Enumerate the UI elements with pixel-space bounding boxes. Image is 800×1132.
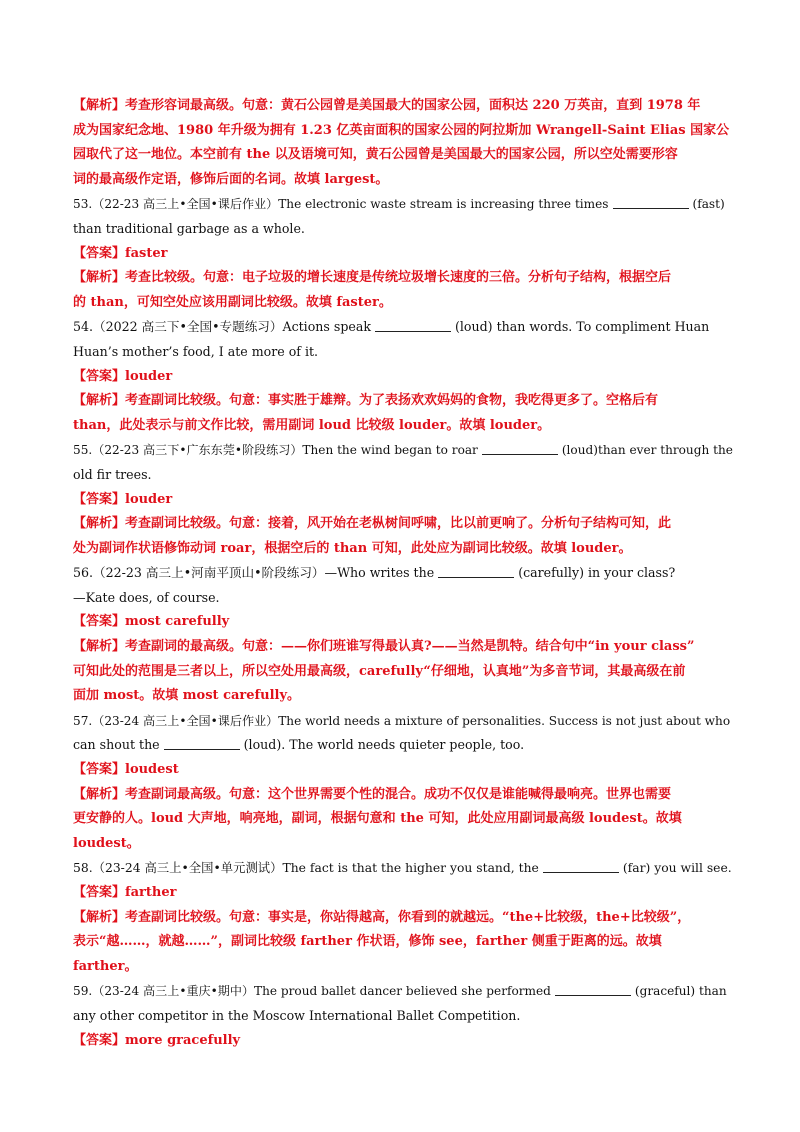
line-text-after-blank: (loud). The world needs quieter people, too. bbox=[243, 737, 525, 753]
answer-line bbox=[73, 906, 733, 931]
question-line bbox=[73, 561, 733, 586]
line-text: 【解析】考查副词比较级。句意：接着，风开始在老枞树间呼啸，比以前更响了。分析句子结构可知，此 bbox=[73, 516, 672, 532]
answer-line bbox=[73, 266, 733, 291]
answer-line bbox=[73, 291, 733, 316]
answer-line bbox=[73, 512, 733, 537]
line-text: 【答案】louder bbox=[73, 491, 173, 507]
line-text: —Kate does, of course. bbox=[73, 589, 220, 605]
answer-blank bbox=[482, 441, 558, 455]
answer-line bbox=[73, 832, 733, 857]
answer-line bbox=[73, 242, 733, 267]
line-text: 词的最高级作定语，修饰后面的名词。故填 largest。 bbox=[73, 171, 389, 187]
answer-line bbox=[73, 684, 733, 709]
line-text: 的 than，可知空处应该用副词比较级。故填 faster。 bbox=[73, 294, 392, 310]
answer-line bbox=[73, 1029, 733, 1054]
answer-line bbox=[73, 143, 733, 168]
question-line bbox=[73, 856, 733, 881]
line-text: 53.（22-23 高三上•全国•课后作业）The electronic waste stream is increasing three times bbox=[73, 197, 609, 212]
line-text: 57.（23-24 高三上•全国•课后作业）The world needs a mixture of personalities. Success is not just about who bbox=[73, 713, 731, 728]
question-line bbox=[73, 1004, 733, 1029]
line-text: 处为副词作状语修饰动词 roar，根据空后的 than 可知，此处应为副词比较级。故填 louder。 bbox=[73, 540, 632, 556]
line-text: 59.（23-24 高三上•重庆•期中）The proud ballet dancer believed she performed bbox=[73, 984, 551, 999]
answer-line bbox=[73, 488, 733, 513]
line-text: 成为国家纪念地、1980 年升级为拥有 1.23 亿英亩面积的国家公园的阿拉斯加 Wrangell-Saint Elias 国家公 bbox=[73, 122, 730, 138]
line-text: 【答案】louder bbox=[73, 368, 173, 384]
answer-blank bbox=[438, 564, 514, 578]
answer-line bbox=[73, 389, 733, 414]
line-text-after-blank: (loud)than ever through the bbox=[561, 443, 733, 458]
answer-blank bbox=[375, 318, 451, 332]
line-text: 55.（22-23 高三下•广东东莞•阶段练习）Then the wind began to roar bbox=[73, 443, 478, 458]
line-text: Huan’s mother’s food, I ate more of it. bbox=[73, 343, 319, 359]
question-line bbox=[73, 709, 733, 734]
line-text: than traditional garbage as a whole. bbox=[73, 220, 305, 236]
line-text: can shout the bbox=[73, 737, 160, 753]
line-text: 【答案】loudest bbox=[73, 762, 179, 778]
answer-line bbox=[73, 94, 733, 119]
document-page bbox=[73, 94, 733, 1053]
question-line bbox=[73, 438, 733, 463]
line-text: 【解析】考查形容词最高级。句意：黄石公园曾是美国最大的国家公园，面积达 220 万英亩，直到 1978 年 bbox=[73, 98, 701, 113]
line-text: 【答案】faster bbox=[73, 245, 168, 261]
line-text: any other competitor in the Moscow International Ballet Competition. bbox=[73, 1007, 521, 1023]
answer-blank bbox=[613, 195, 689, 209]
answer-line bbox=[73, 610, 733, 635]
question-line bbox=[73, 217, 733, 242]
answer-blank bbox=[164, 736, 240, 750]
line-text: farther。 bbox=[73, 958, 138, 974]
answer-line bbox=[73, 807, 733, 832]
line-text: than，此处表示与前文作比较，需用副词 loud 比较级 louder。故填 louder。 bbox=[73, 417, 551, 433]
line-text: 更安静的人。loud 大声地，响亮地，副词，根据句意和 the 可知，此处应用副词最高级 loudest。故填 bbox=[73, 811, 682, 827]
question-line bbox=[73, 463, 733, 488]
answer-line bbox=[73, 414, 733, 439]
line-text: 54.（2022 高三下•全国•专题练习）Actions speak bbox=[73, 319, 371, 335]
answer-line bbox=[73, 635, 733, 660]
line-text: old fir trees. bbox=[73, 466, 152, 482]
line-text: 可知此处的范围是三者以上，所以空处用最高级，carefully“仔细地，认真地”为多音节词，其最高级在前 bbox=[73, 663, 686, 679]
line-text: 面加 most。故填 most carefully。 bbox=[73, 688, 301, 704]
question-line bbox=[73, 340, 733, 365]
answer-line bbox=[73, 955, 733, 980]
answer-blank bbox=[543, 859, 619, 873]
line-text: 【答案】most carefully bbox=[73, 614, 230, 630]
line-text: 园取代了这一地位。本空前有 the 以及语境可知，黄石公园曾是美国最大的国家公园，所以空处需要形容 bbox=[73, 147, 678, 163]
question-line bbox=[73, 192, 733, 217]
answer-line bbox=[73, 783, 733, 808]
line-text-after-blank: (graceful) than bbox=[634, 984, 727, 999]
line-text: 【解析】考查副词比较级。句意：事实胜于雄辩。为了表扬欢欢妈妈的食物，我吃得更多了。空格后有 bbox=[73, 393, 659, 409]
line-text: 58.（23-24 高三上•全国•单元测试）The fact is that the higher you stand, the bbox=[73, 861, 539, 876]
line-text: loudest。 bbox=[73, 835, 140, 851]
line-text: 【解析】考查副词的最高级。句意：——你们班谁写得最认真?——当然是凯特。结合句中“in your class” bbox=[73, 639, 695, 655]
question-line bbox=[73, 979, 733, 1004]
answer-blank bbox=[555, 982, 631, 996]
answer-line bbox=[73, 119, 733, 144]
line-text: 【解析】考查比较级。句意：电子垃圾的增长速度是传统垃圾增长速度的三倍。分析句子结构，根据空后 bbox=[73, 270, 672, 286]
answer-line bbox=[73, 660, 733, 685]
line-text: 【解析】考查副词比较级。句意：事实是，你站得越高，你看到的就越远。“the+比较级，the+比较级”， bbox=[73, 909, 691, 925]
line-text-after-blank: (loud) than words. To compliment Huan bbox=[454, 319, 710, 335]
answer-line bbox=[73, 168, 733, 193]
answer-line bbox=[73, 881, 733, 906]
line-text-after-blank: (fast) bbox=[692, 197, 725, 212]
line-text: 表示“越……，就越……”，副词比较级 farther 作状语，修饰 see，farther 侧重于距离的远。故填 bbox=[73, 934, 662, 950]
line-text-after-blank: (far) you will see. bbox=[622, 861, 732, 876]
question-line bbox=[73, 586, 733, 611]
line-text: 【答案】more gracefully bbox=[73, 1032, 241, 1048]
line-text: 【答案】farther bbox=[73, 885, 177, 900]
answer-line bbox=[73, 365, 733, 390]
line-text: 56.（22-23 高三上•河南平顶山•阶段练习）—Who writes the bbox=[73, 565, 435, 581]
question-line bbox=[73, 733, 733, 758]
question-line bbox=[73, 315, 733, 340]
answer-line bbox=[73, 537, 733, 562]
answer-line bbox=[73, 930, 733, 955]
line-text: 【解析】考查副词最高级。句意：这个世界需要个性的混合。成功不仅仅是谁能喊得最响亮。世界也需要 bbox=[73, 786, 672, 802]
line-text-after-blank: (carefully) in your class? bbox=[518, 565, 676, 581]
answer-line bbox=[73, 758, 733, 783]
